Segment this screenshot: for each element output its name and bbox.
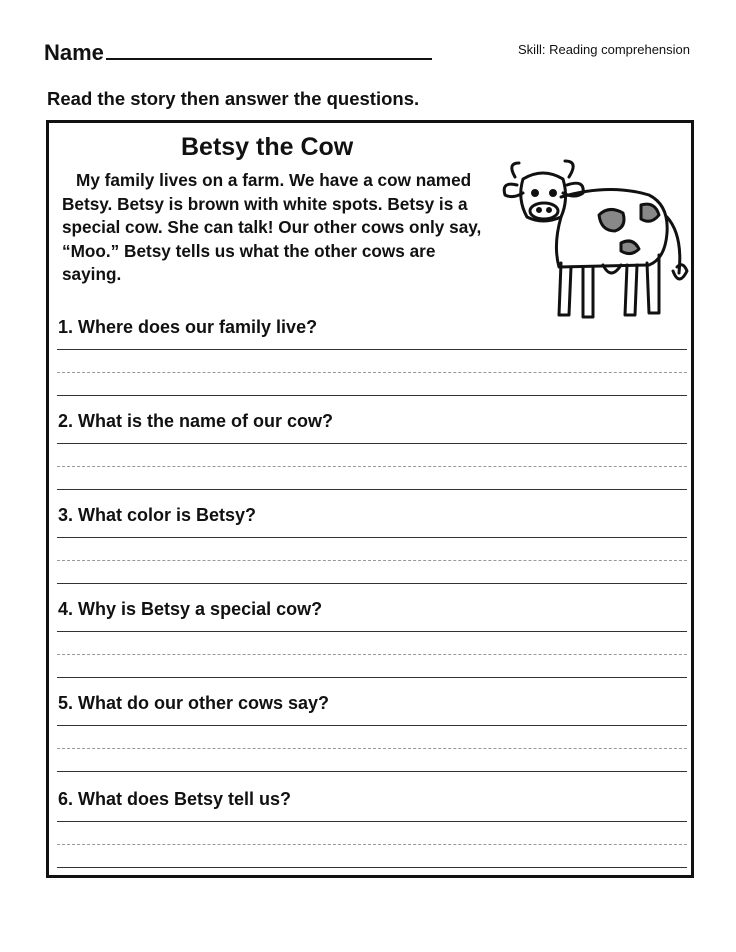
answer-line-top [57,537,687,538]
story-title: Betsy the Cow [181,133,354,161]
question-text: 5. What do our other cows say? [58,693,330,713]
question-text: 4. Why is Betsy a special cow? [58,599,323,619]
instruction-text: Read the story then answer the questions. [47,88,420,109]
question-text: 2. What is the name of our cow? [58,411,334,431]
answer-line-mid [57,372,687,373]
question-5 [49,693,691,785]
answer-line-mid [57,560,687,561]
worksheet-box [46,120,694,878]
answer-line-bottom[interactable] [57,395,687,396]
question-1 [49,317,691,409]
answer-line-mid [57,844,687,845]
answer-line-mid [57,654,687,655]
answer-line-top [57,349,687,350]
question-2 [49,411,691,503]
answer-line-mid [57,748,687,749]
question-6 [49,789,691,881]
answer-line-top [57,725,687,726]
answer-line-top [57,821,687,822]
answer-line-mid [57,466,687,467]
story-paragraph: My family lives on a farm. We have a cow named Betsy. Betsy is brown with white spots. Betsy is a special cow. She can talk! Our other cows only say, “Moo.” Betsy tells us what the other cows are saying. [62,170,482,284]
answer-line-bottom[interactable] [57,867,687,868]
cow-icon [499,155,695,323]
answer-line-bottom[interactable] [57,489,687,490]
story-text [62,169,487,287]
question-text: 6. What does Betsy tell us? [58,789,292,809]
question-4 [49,599,691,691]
answer-line-bottom[interactable] [57,677,687,678]
question-3 [49,505,691,597]
question-text: 1. Where does our family live? [58,317,318,337]
question-text: 3. What color is Betsy? [58,505,257,525]
answer-line-bottom[interactable] [57,583,687,584]
name-row [44,36,432,66]
name-field-line[interactable] [106,36,432,60]
answer-line-top [57,631,687,632]
answer-line-top [57,443,687,444]
name-label: Name [44,40,104,65]
skill-label: Skill: Reading comprehension [518,42,690,57]
answer-line-bottom[interactable] [57,771,687,772]
